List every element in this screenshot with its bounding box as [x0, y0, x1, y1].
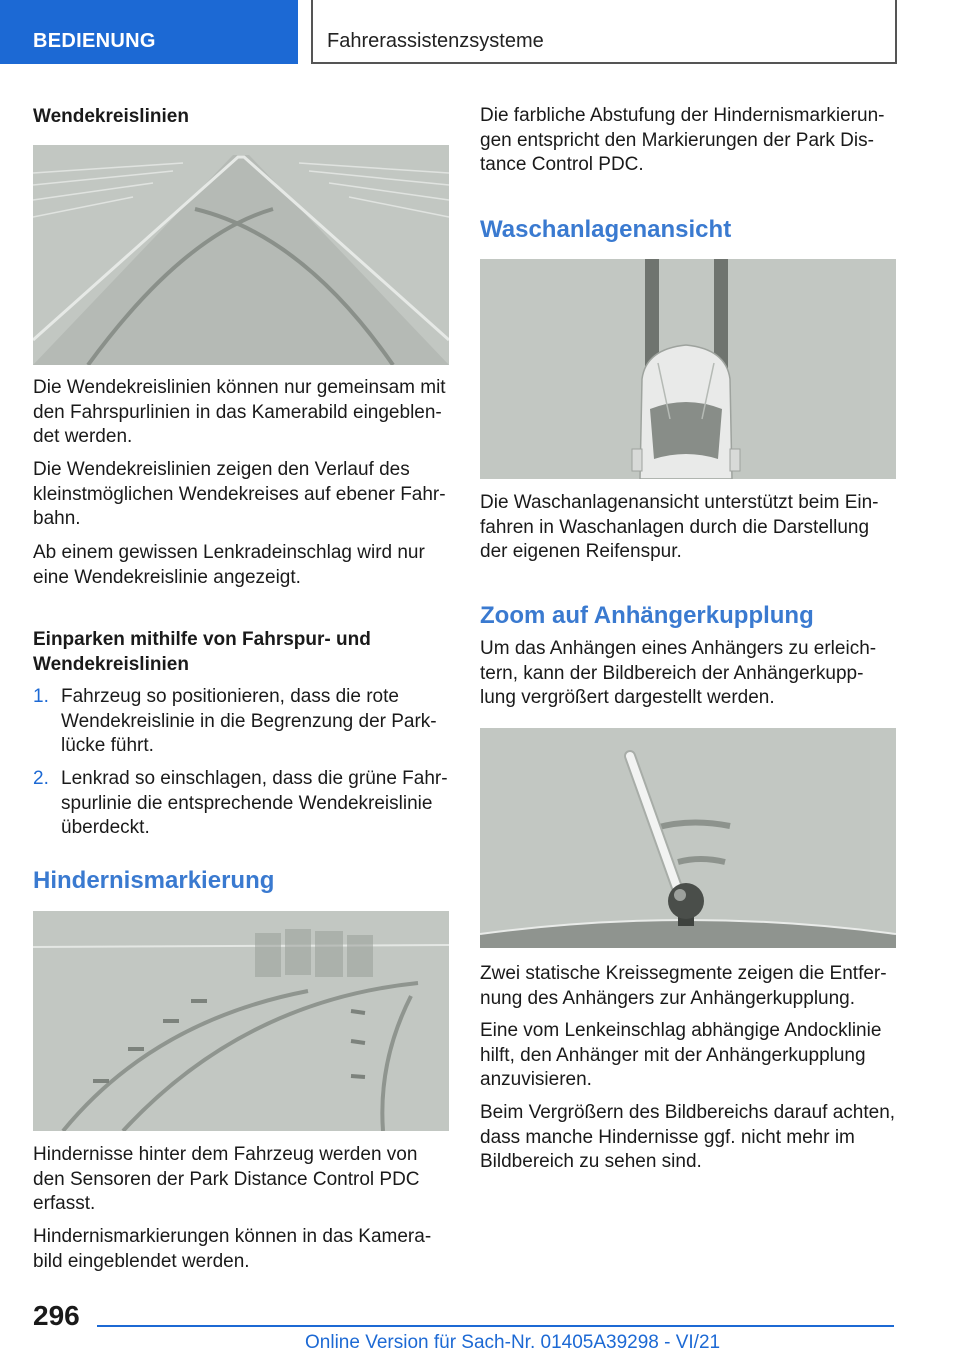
- paragraph: Die Wendekreislinien können nur gemeinsam mit den Fahrspurlinien in das Kamerabild eingeblen-det werden.: [33, 377, 446, 447]
- online-version-note: Online Version für Sach-Nr. 01405A39298 - VI/21: [305, 1332, 721, 1353]
- paragraph: Hindernismarkierungen können in das Kamera-bild eingeblendet werden.: [33, 1226, 432, 1272]
- footer-divider: [97, 1325, 894, 1327]
- page-number: 296: [33, 1300, 80, 1331]
- section-tab: [0, 0, 298, 64]
- list-text: Fahrzeug so positionieren, dass die rote Wendekreislinie in die Begrenzung der Park-lücke führt.: [61, 686, 437, 756]
- wendekreis-title: Wendekreislinien: [33, 106, 189, 127]
- list-text: Lenkrad so einschlagen, dass die grüne Fahr-spurlinie die entsprechende Wendekreislinie überdeckt.: [61, 768, 448, 838]
- hindernis-heading: Hindernismarkierung: [33, 867, 275, 894]
- trailer-hitch-figure: [480, 728, 896, 948]
- chapter-title: Fahrerassistenzsysteme: [327, 30, 544, 52]
- paragraph: Hindernisse hinter dem Fahrzeug werden von den Sensoren der Park Distance Control PDC erfasst.: [33, 1144, 420, 1214]
- car-wash-figure: [480, 259, 896, 479]
- waschanlage-heading: Waschanlagenansicht: [480, 216, 732, 243]
- paragraph: Zwei statische Kreissegmente zeigen die Entfer-nung des Anhängers zur Anhängerkupplung.: [480, 963, 887, 1009]
- section-title: BEDIENUNG: [33, 30, 156, 52]
- obstacle-marking-figure: [33, 911, 449, 1131]
- paragraph: Eine vom Lenkeinschlag abhängige Andocklinie hilft, den Anhänger mit der Anhängerkupplung anzuvisieren.: [480, 1020, 882, 1090]
- paragraph: Um das Anhängen eines Anhängers zu erleich-tern, kann der Bildbereich der Anhängerkupp-lung vergrößert dargestellt werden.: [480, 638, 877, 708]
- paragraph: Die Wendekreislinien zeigen den Verlauf des kleinstmöglichen Wendekreises auf ebener Fahr-bahn.: [33, 459, 446, 529]
- paragraph: Die Waschanlagenansicht unterstützt beim Ein-fahren in Waschanlagen durch die Darstellung der eigenen Reifenspur.: [480, 492, 879, 562]
- list-number: 2.: [33, 768, 49, 789]
- paragraph: Beim Vergrößern des Bildbereichs darauf achten, dass manche Hindernisse ggf. nicht mehr im Bildbereich zu sehen sind.: [480, 1102, 896, 1172]
- list-number: 1.: [33, 686, 49, 707]
- paragraph: Ab einem gewissen Lenkradeinschlag wird nur eine Wendekreislinie angezeigt.: [33, 542, 425, 588]
- einparken-title: Einparken mithilfe von Fahrspur- und Wendekreislinien: [33, 629, 371, 675]
- chapter-box: [311, 0, 897, 64]
- paragraph: Die farbliche Abstufung der Hindernismarkierun-gen entspricht den Markierungen der Park Dis-tance Control PDC.: [480, 105, 885, 175]
- turning-circle-figure: [33, 145, 449, 365]
- zoom-heading: Zoom auf Anhängerkupplung: [480, 602, 814, 629]
